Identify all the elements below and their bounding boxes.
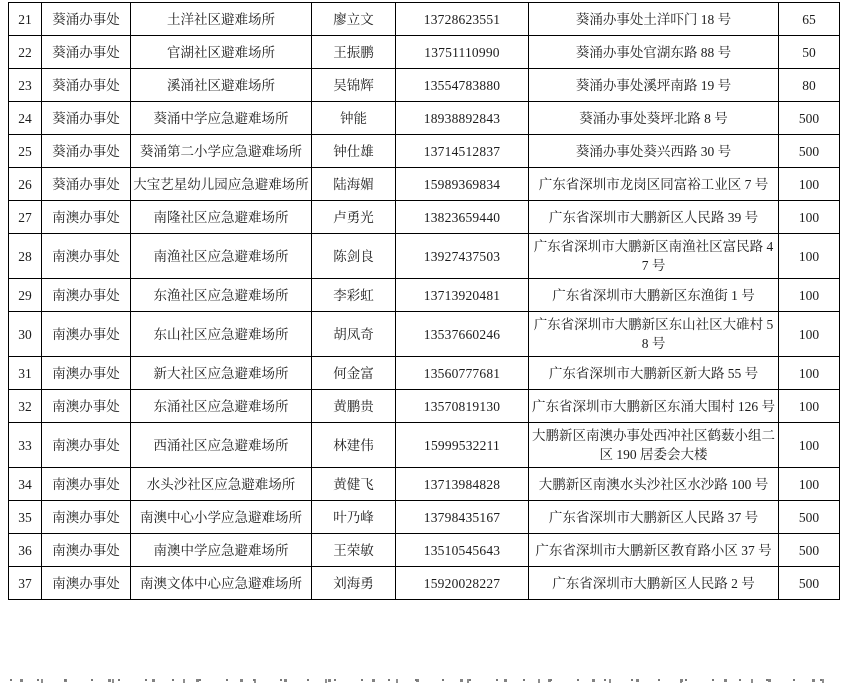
cell-office-name: 葵涌办事处 [42, 102, 131, 135]
cell-contact-person: 林建伟 [312, 423, 396, 468]
cell-capacity: 500 [779, 567, 840, 600]
emergency-shelter-table [8, 2, 840, 600]
table-row [9, 567, 840, 600]
cell-contact-person: 陈剑良 [312, 234, 396, 279]
table-row [9, 3, 840, 36]
table-row [9, 468, 840, 501]
cell-contact-person: 黄鹏贵 [312, 390, 396, 423]
table-row [9, 36, 840, 69]
cell-phone-number: 18938892843 [396, 102, 529, 135]
cell-contact-person: 王振鹏 [312, 36, 396, 69]
cell-office-name: 葵涌办事处 [42, 135, 131, 168]
table-row [9, 423, 840, 468]
cell-capacity: 100 [779, 234, 840, 279]
cell-office-name: 南澳办事处 [42, 357, 131, 390]
cell-office-name: 南澳办事处 [42, 279, 131, 312]
cell-address: 广东省深圳市大鹏新区东山社区大碓村 58 号 [529, 312, 779, 357]
cell-address: 葵涌办事处葵坪北路 8 号 [529, 102, 779, 135]
cell-row-number: 25 [9, 135, 42, 168]
cell-address: 葵涌办事处官湖东路 88 号 [529, 36, 779, 69]
cell-office-name: 葵涌办事处 [42, 69, 131, 102]
cell-row-number: 33 [9, 423, 42, 468]
cell-shelter-name: 东山社区应急避难场所 [131, 312, 312, 357]
cell-office-name: 南澳办事处 [42, 201, 131, 234]
cell-phone-number: 13554783880 [396, 69, 529, 102]
cell-row-number: 26 [9, 168, 42, 201]
cell-address: 广东省深圳市大鹏新区南渔社区富民路 47 号 [529, 234, 779, 279]
cell-phone-number: 13713920481 [396, 279, 529, 312]
cell-capacity: 500 [779, 501, 840, 534]
cell-row-number: 32 [9, 390, 42, 423]
cell-phone-number: 13510545643 [396, 534, 529, 567]
cell-shelter-name: 水头沙社区应急避难场所 [131, 468, 312, 501]
cell-phone-number: 15999532211 [396, 423, 529, 468]
cell-capacity: 100 [779, 423, 840, 468]
table-row [9, 102, 840, 135]
cell-office-name: 葵涌办事处 [42, 36, 131, 69]
cell-row-number: 36 [9, 534, 42, 567]
cell-address: 广东省深圳市大鹏新区教育路小区 37 号 [529, 534, 779, 567]
cell-contact-person: 钟能 [312, 102, 396, 135]
cell-office-name: 南澳办事处 [42, 567, 131, 600]
cell-contact-person: 王荣敏 [312, 534, 396, 567]
cell-phone-number: 13537660246 [396, 312, 529, 357]
cell-contact-person: 廖立文 [312, 3, 396, 36]
cell-capacity: 80 [779, 69, 840, 102]
table-row [9, 312, 840, 357]
cell-address: 葵涌办事处葵兴西路 30 号 [529, 135, 779, 168]
cell-row-number: 27 [9, 201, 42, 234]
cell-capacity: 100 [779, 468, 840, 501]
cell-contact-person: 卢勇光 [312, 201, 396, 234]
cell-phone-number: 13798435167 [396, 501, 529, 534]
cell-address: 大鹏新区南澳办事处西冲社区鹤薮小组二区 190 居委会大楼 [529, 423, 779, 468]
cell-office-name: 南澳办事处 [42, 390, 131, 423]
cell-office-name: 南澳办事处 [42, 312, 131, 357]
cell-row-number: 22 [9, 36, 42, 69]
cell-phone-number: 13927437503 [396, 234, 529, 279]
cell-address: 广东省深圳市大鹏新区人民路 2 号 [529, 567, 779, 600]
cell-capacity: 100 [779, 168, 840, 201]
table-row [9, 390, 840, 423]
cell-contact-person: 钟仕雄 [312, 135, 396, 168]
table-row [9, 135, 840, 168]
cell-row-number: 35 [9, 501, 42, 534]
cell-phone-number: 13751110990 [396, 36, 529, 69]
cell-address: 广东省深圳市大鹏新区新大路 55 号 [529, 357, 779, 390]
cell-row-number: 30 [9, 312, 42, 357]
cell-shelter-name: 葵涌第二小学应急避难场所 [131, 135, 312, 168]
table-row [9, 279, 840, 312]
cell-address: 广东省深圳市大鹏新区东渔街 1 号 [529, 279, 779, 312]
cell-phone-number: 15920028227 [396, 567, 529, 600]
cell-address: 广东省深圳市大鹏新区人民路 39 号 [529, 201, 779, 234]
cell-shelter-name: 土洋社区避难场所 [131, 3, 312, 36]
cell-contact-person: 陆海媚 [312, 168, 396, 201]
cell-contact-person: 吴锦辉 [312, 69, 396, 102]
cell-office-name: 南澳办事处 [42, 534, 131, 567]
cell-capacity: 100 [779, 390, 840, 423]
cell-row-number: 31 [9, 357, 42, 390]
cell-address: 广东省深圳市大鹏新区人民路 37 号 [529, 501, 779, 534]
cell-row-number: 23 [9, 69, 42, 102]
cell-office-name: 南澳办事处 [42, 501, 131, 534]
cell-office-name: 南澳办事处 [42, 468, 131, 501]
cell-shelter-name: 南渔社区应急避难场所 [131, 234, 312, 279]
cell-contact-person: 何金富 [312, 357, 396, 390]
table-row [9, 501, 840, 534]
cell-capacity: 100 [779, 201, 840, 234]
cell-contact-person: 李彩虹 [312, 279, 396, 312]
cell-address: 葵涌办事处溪坪南路 19 号 [529, 69, 779, 102]
cell-capacity: 100 [779, 279, 840, 312]
cell-row-number: 34 [9, 468, 42, 501]
table-row [9, 357, 840, 390]
table-row [9, 69, 840, 102]
cell-capacity: 500 [779, 135, 840, 168]
table-row [9, 234, 840, 279]
cell-shelter-name: 溪涌社区避难场所 [131, 69, 312, 102]
cell-contact-person: 胡凤奇 [312, 312, 396, 357]
cell-shelter-name: 南澳文体中心应急避难场所 [131, 567, 312, 600]
cell-shelter-name: 东涌社区应急避难场所 [131, 390, 312, 423]
cell-office-name: 葵涌办事处 [42, 168, 131, 201]
cell-office-name: 葵涌办事处 [42, 3, 131, 36]
cell-shelter-name: 南隆社区应急避难场所 [131, 201, 312, 234]
cell-shelter-name: 大宝艺星幼儿园应急避难场所 [131, 168, 312, 201]
cell-row-number: 29 [9, 279, 42, 312]
table-row [9, 534, 840, 567]
cell-contact-person: 黄健飞 [312, 468, 396, 501]
cell-contact-person: 叶乃峰 [312, 501, 396, 534]
cell-row-number: 28 [9, 234, 42, 279]
cell-shelter-name: 西涌社区应急避难场所 [131, 423, 312, 468]
cell-capacity: 65 [779, 3, 840, 36]
cell-shelter-name: 新大社区应急避难场所 [131, 357, 312, 390]
cell-shelter-name: 官湖社区避难场所 [131, 36, 312, 69]
cell-shelter-name: 南澳中学应急避难场所 [131, 534, 312, 567]
cell-phone-number: 13713984828 [396, 468, 529, 501]
cell-address: 广东省深圳市龙岗区同富裕工业区 7 号 [529, 168, 779, 201]
cell-capacity: 100 [779, 312, 840, 357]
table-row [9, 168, 840, 201]
cell-row-number: 37 [9, 567, 42, 600]
cell-office-name: 南澳办事处 [42, 234, 131, 279]
cell-phone-number: 13714512837 [396, 135, 529, 168]
cell-capacity: 500 [779, 534, 840, 567]
cell-address: 广东省深圳市大鹏新区东涌大围村 126 号 [529, 390, 779, 423]
cell-phone-number: 13560777681 [396, 357, 529, 390]
cell-phone-number: 15989369834 [396, 168, 529, 201]
cell-row-number: 21 [9, 3, 42, 36]
cell-address: 葵涌办事处土洋吓门 18 号 [529, 3, 779, 36]
cell-office-name: 南澳办事处 [42, 423, 131, 468]
cell-row-number: 24 [9, 102, 42, 135]
cell-phone-number: 13570819130 [396, 390, 529, 423]
cell-capacity: 100 [779, 357, 840, 390]
cell-shelter-name: 南澳中心小学应急避难场所 [131, 501, 312, 534]
clipped-bottom-text-remnant [10, 679, 830, 683]
cell-capacity: 500 [779, 102, 840, 135]
table-row [9, 201, 840, 234]
cell-capacity: 50 [779, 36, 840, 69]
cell-address: 大鹏新区南澳水头沙社区水沙路 100 号 [529, 468, 779, 501]
cell-shelter-name: 葵涌中学应急避难场所 [131, 102, 312, 135]
cell-phone-number: 13728623551 [396, 3, 529, 36]
cell-shelter-name: 东渔社区应急避难场所 [131, 279, 312, 312]
cell-contact-person: 刘海勇 [312, 567, 396, 600]
cell-phone-number: 13823659440 [396, 201, 529, 234]
